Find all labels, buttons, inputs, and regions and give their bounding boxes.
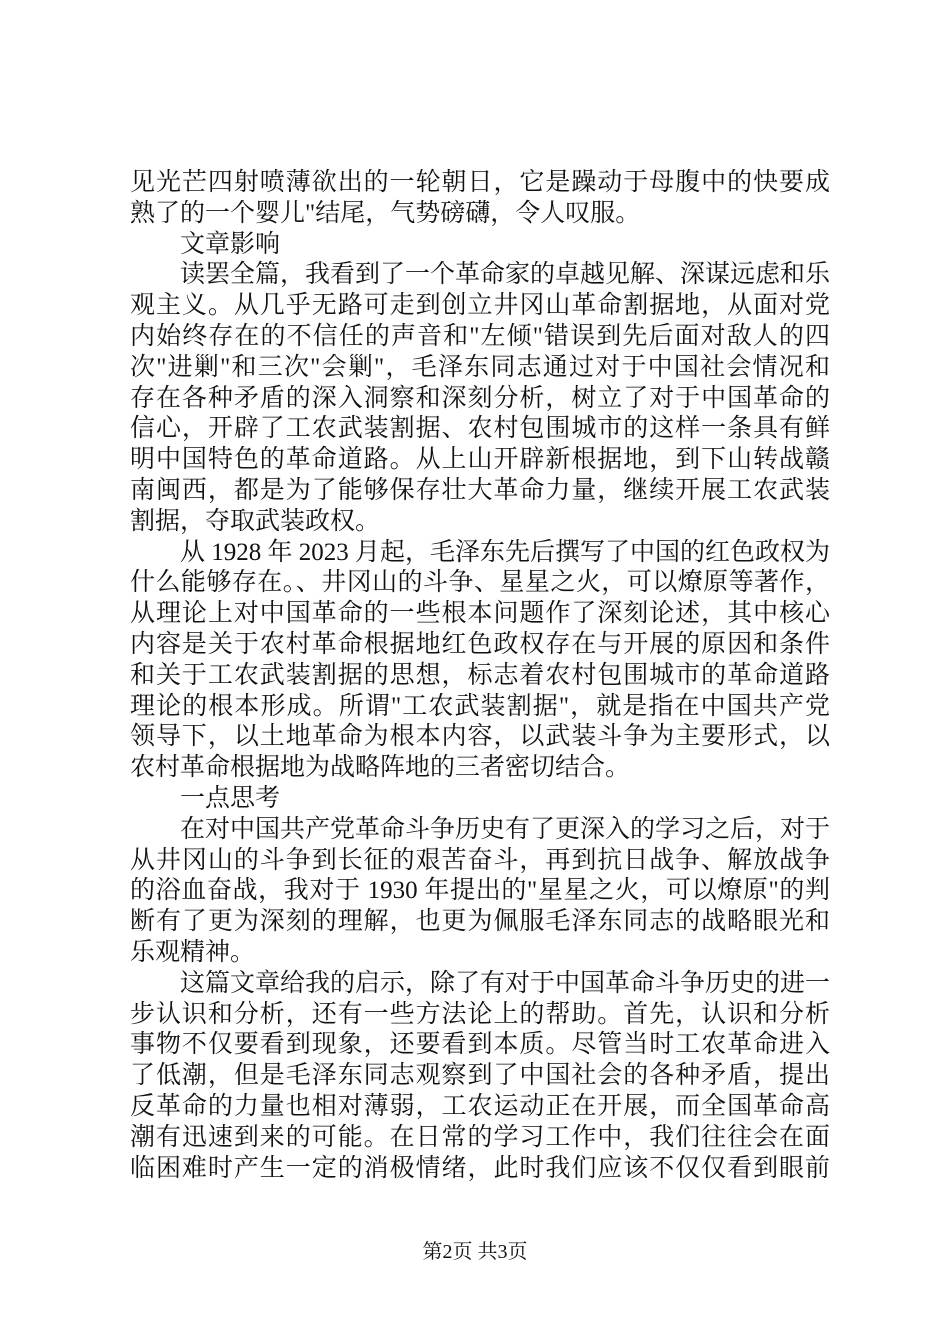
text-line: 临困难时产生一定的消极情绪，此时我们应该不仅仅看到眼前 — [130, 1154, 830, 1182]
text-line: 和关于工农武装割据的思想，标志着农村包围城市的革命道路 — [130, 661, 830, 689]
text-line: 内容是关于农村革命根据地红色政权存在与开展的原因和条件 — [130, 630, 830, 658]
text-line: 了低潮，但是毛泽东同志观察到了中国社会的各种矛盾，提出 — [130, 1062, 830, 1090]
text-line: 反革命的力量也相对薄弱，工农运动正在开展，而全国革命高 — [130, 1092, 830, 1120]
text-line: 读罢全篇，我看到了一个革命家的卓越见解、深谋远虑和乐 — [180, 261, 831, 289]
text-line: 在对中国共产党革命斗争历史有了更深入的学习之后，对于 — [180, 815, 831, 843]
text-line: 步认识和分析，还有一些方法论上的帮助。首先，认识和分析 — [130, 1000, 830, 1028]
text-line: 的浴血奋战，我对于 1930 年提出的"星星之火，可以燎原"的判 — [130, 877, 830, 905]
text-line: 理论的根本形成。所谓"工农武装割据"，就是指在中国共产党 — [130, 692, 830, 720]
section-heading: 一点思考 — [180, 784, 281, 812]
text-line: 从 1928 年 2023 月起，毛泽东先后撰写了中国的红色政权为 — [180, 538, 831, 566]
text-line: 从理论上对中国革命的一些根本问题作了深刻论述，其中核心 — [130, 600, 830, 628]
text-line: 领导下，以土地革命为根本内容，以武装斗争为主要形式，以 — [130, 723, 830, 751]
section-heading: 文章影响 — [180, 230, 281, 258]
text-line: 什么能够存在。、井冈山的斗争、星星之火，可以燎原等著作， — [130, 569, 830, 597]
text-line: 内始终存在的不信任的声音和"左倾"错误到先后面对敌人的四 — [130, 322, 830, 350]
text-line: 割据，夺取武装政权。 — [130, 507, 381, 535]
document-body — [130, 168, 830, 1184]
text-line: 存在各种矛盾的深入洞察和深刻分析，树立了对于中国革命的 — [130, 384, 830, 412]
text-line: 这篇文章给我的启示，除了有对于中国革命斗争历史的进一 — [180, 969, 831, 997]
text-line: 断有了更为深刻的理解，也更为佩服毛泽东同志的战略眼光和 — [130, 908, 830, 936]
text-line: 农村革命根据地为战略阵地的三者密切结合。 — [130, 754, 631, 782]
text-line: 南闽西，都是为了能够保存壮大革命力量，继续开展工农武装 — [130, 476, 830, 504]
page-footer: 第2页 共3页 — [422, 1241, 528, 1263]
text-line: 信心，开辟了工农武装割据、农村包围城市的这样一条具有鲜 — [130, 415, 830, 443]
text-line: 事物不仅要看到现象，还要看到本质。尽管当时工农革命进入 — [130, 1031, 830, 1059]
text-line: 明中国特色的革命道路。从上山开辟新根据地，到下山转战赣 — [130, 446, 830, 474]
text-line: 熟了的一个婴儿"结尾，气势磅礴，令人叹服。 — [130, 199, 641, 227]
text-line: 从井冈山的斗争到长征的艰苦奋斗，再到抗日战争、解放战争 — [130, 846, 830, 874]
text-line: 潮有迅速到来的可能。在日常的学习工作中，我们往往会在面 — [130, 1123, 830, 1151]
text-line: 乐观精神。 — [130, 938, 256, 966]
text-line: 观主义。从几乎无路可走到创立井冈山革命割据地，从面对党 — [130, 292, 830, 320]
text-line: 见光芒四射喷薄欲出的一轮朝日，它是躁动于母腹中的快要成 — [130, 169, 830, 196]
text-line: 次"进剿"和三次"会剿"，毛泽东同志通过对于中国社会情况和 — [130, 353, 830, 381]
